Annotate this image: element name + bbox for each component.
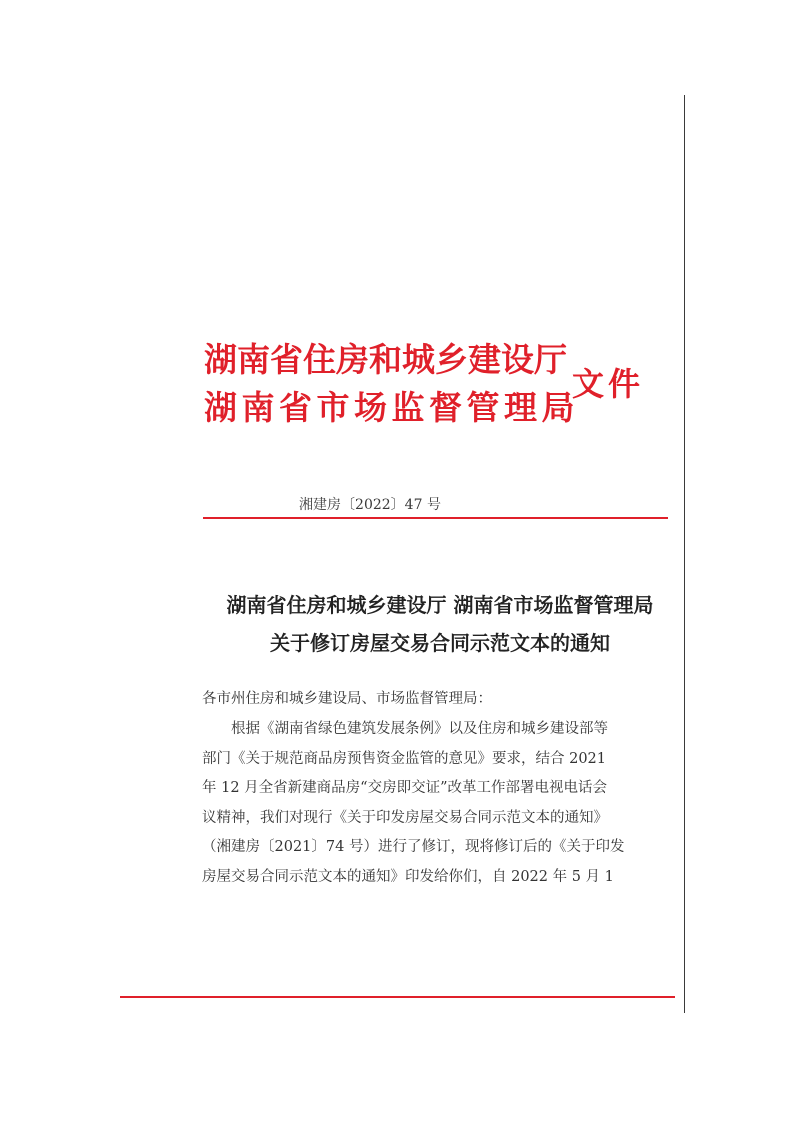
footer-red-divider — [120, 996, 675, 998]
page-edge-rule — [684, 95, 685, 1013]
body-paragraph — [202, 715, 672, 892]
document-type-label: 文件 — [572, 365, 645, 403]
issuer-housing-department: 湖南省住房和城乡建设厅 — [204, 340, 567, 379]
notice-title-line-2: 关于修订房屋交易合同示范文本的通知 — [270, 631, 610, 655]
document-number: 湘建房〔2022〕47 号 — [299, 497, 441, 513]
header-red-divider — [203, 517, 668, 519]
paragraph-line: 根据《湖南省绿色建筑发展条例》以及住房和城乡建设部等 — [231, 721, 608, 737]
paragraph-line: 部门《关于规范商品房预售资金监管的意见》要求，结合 2021 — [202, 750, 607, 767]
paragraph-line: （湘建房〔2021〕74 号）进行了修订，现将修订后的《关于印发 — [202, 839, 625, 855]
notice-title-line-1: 湖南省住房和城乡建设厅 湖南省市场监督管理局 — [226, 593, 654, 617]
paragraph-line: 年 12 月全省新建商品房“交房即交证”改革工作部署电视电话会 — [202, 780, 607, 796]
issuer-market-regulation-bureau: 湖南省市场监督管理局 — [204, 388, 579, 427]
salutation: 各市州住房和城乡建设局、市场监督管理局： — [202, 691, 492, 707]
document-header — [204, 340, 664, 440]
paragraph-line: 议精神，我们对现行《关于印发房屋交易合同示范文本的通知》 — [202, 809, 608, 826]
paragraph-line: 房屋交易合同示范文本的通知》印发给你们，自 2022 年 5 月 1 — [202, 868, 614, 885]
